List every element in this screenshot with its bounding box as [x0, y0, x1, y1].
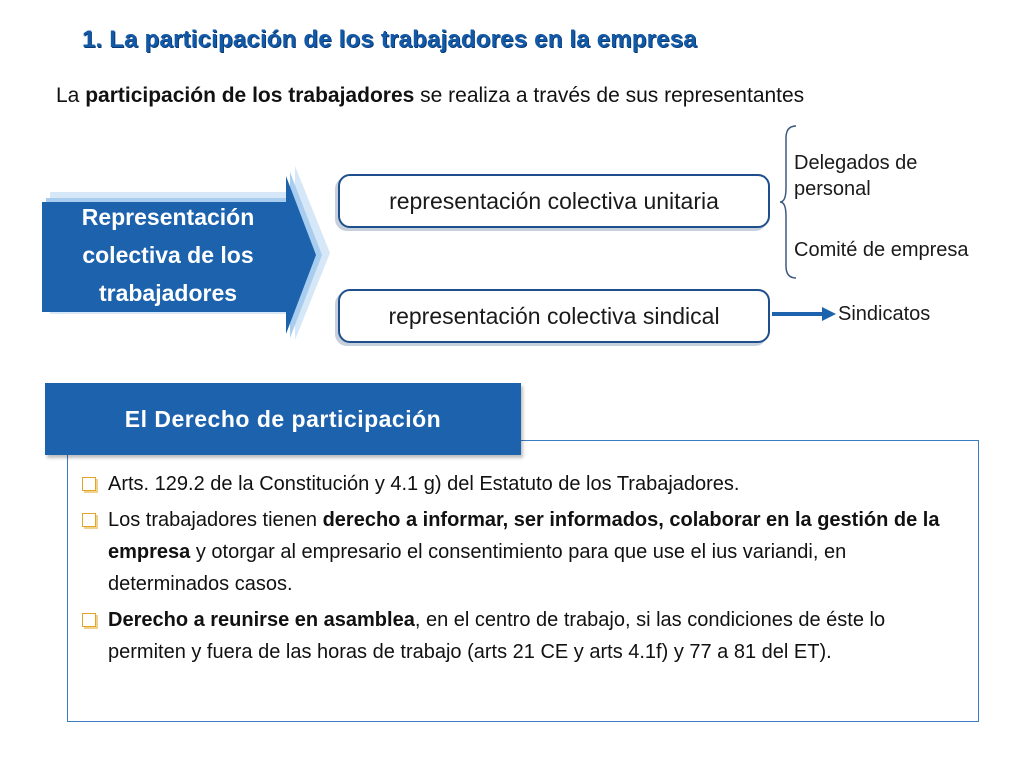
- bullet-text: , en el centro de trabajo, si las condiciones de éste lo permiten y fuera de las horas de trabajo (arts 21 CE y arts 4.1f) y 77 a 81 del ET).: [108, 609, 886, 663]
- delegados-label: Delegados de personal: [794, 152, 918, 200]
- checkbox-bullet-icon: [82, 513, 96, 527]
- unitaria-box: representación colectiva unitaria: [338, 174, 770, 228]
- page-title: 1. La participación de los trabajadores en la empresa: [82, 26, 697, 53]
- checkbox-bullet-icon: [82, 613, 96, 627]
- chevron-label: [45, 198, 291, 312]
- subtitle: [56, 84, 804, 108]
- bullet-item: [80, 504, 960, 600]
- bullet-item: [80, 604, 960, 668]
- chevron-line-1: Representación: [81, 204, 255, 230]
- comite-label: Comité de empresa: [794, 239, 969, 261]
- checkbox-bullet-icon: [82, 477, 96, 491]
- bullet-text: y otorgar al empresario el consentimiento para que use el ius variandi, en determinados casos.: [108, 541, 847, 595]
- derecho-header: El Derecho de participación: [124, 405, 442, 432]
- subtitle-bold: participación de los trabajadores: [85, 84, 415, 107]
- subtitle-post: se realiza a través de sus representantes: [414, 84, 805, 107]
- arrow-icon: [772, 304, 838, 324]
- bullet-text: Los trabajadores tienen: [108, 509, 323, 531]
- bullet-text-bold: Derecho a reunirse en asamblea: [108, 609, 415, 631]
- bullet-list: [80, 468, 960, 672]
- chevron-line-3: trabajadores: [98, 280, 238, 306]
- chevron-line-2: colectiva de los: [82, 242, 254, 268]
- sindicatos-label: Sindicatos: [838, 303, 931, 325]
- sindical-box: representación colectiva sindical: [338, 289, 770, 343]
- bullet-item: [80, 468, 960, 500]
- bullet-text-bold: derecho a informar, ser informados, colaborar en la gestión de la empresa: [108, 509, 940, 563]
- bullet-text: Arts. 129.2 de la Constitución y 4.1 g) del Estatuto de los Trabajadores.: [108, 473, 740, 495]
- subtitle-pre: La: [56, 84, 86, 107]
